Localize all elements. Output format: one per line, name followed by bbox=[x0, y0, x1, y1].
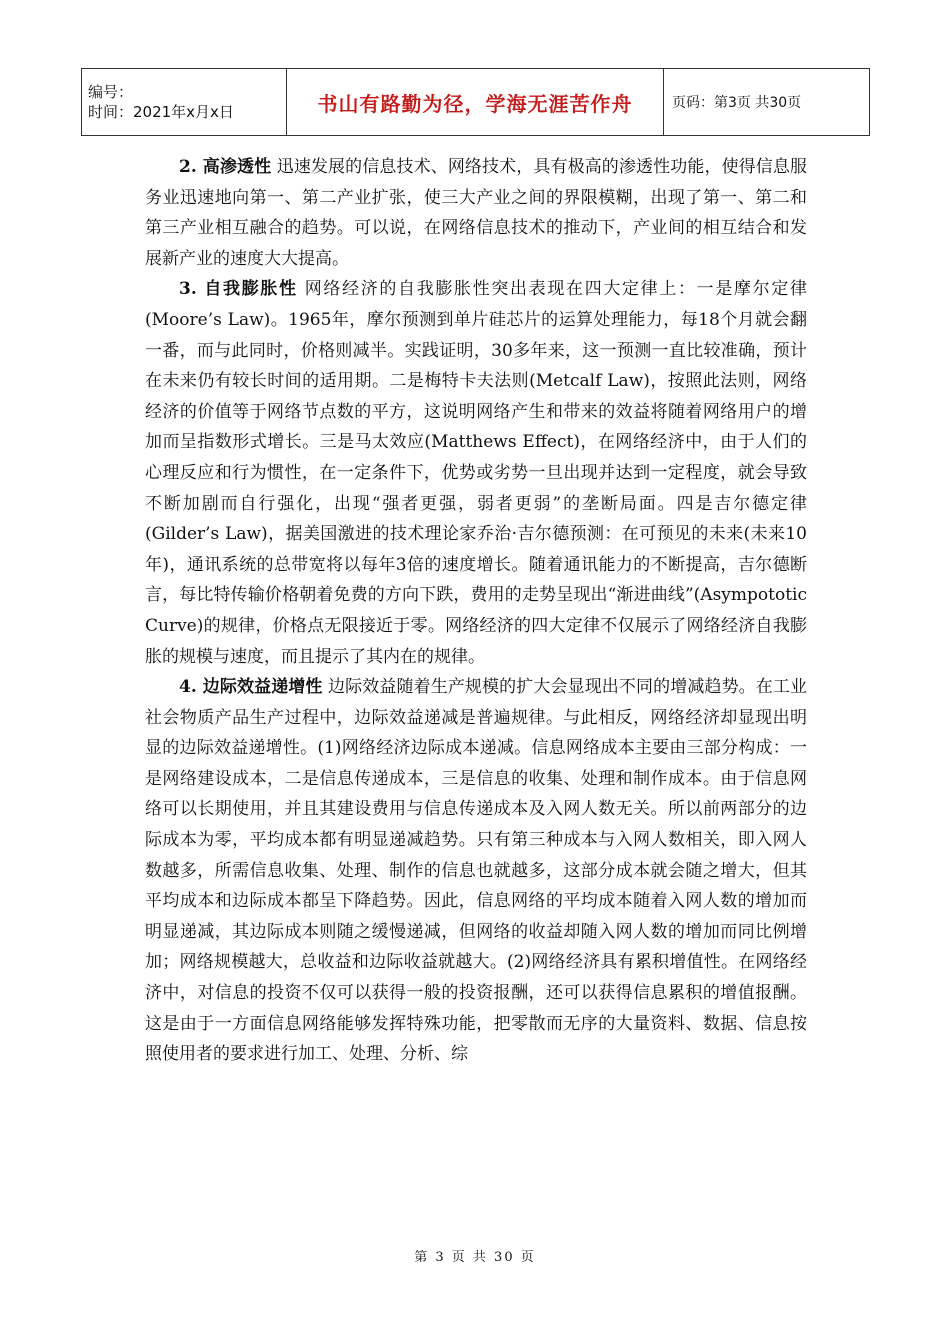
section-heading: 3. 自我膨胀性 bbox=[179, 279, 298, 300]
document-body bbox=[145, 152, 807, 1070]
paragraph-high-permeability bbox=[145, 152, 807, 274]
paragraph-marginal-returns bbox=[145, 672, 807, 1070]
section-text: 网络经济的自我膨胀性突出表现在四大定律上：一是摩尔定律(Moore’s Law)。1965年，摩尔预测到单片硅芯片的运算处理能力，每18个月就会翻一番，而与此同时，价格则减半。实践证明，30多年来，这一预测一直比较准确，预计在未来仍有较长时间的适用期。二是梅特卡夫法则(Metcalf Law)，按照此法则，网络经济的价值等于网络节点数的平方，这说明网络产生和带来的效益将随着网络用户的增加而呈指数形式增长。三是马太效应(Matthews Effect)，在网络经济中，由于人们的心理反应和行为惯性，在一定条件下，优势或劣势一旦出现并达到一定程度，就会导致不断加剧而自行强化，出现“强者更强，弱者更弱”的垄断局面。四是吉尔德定律(Gilder’s Law)，据美国激进的技术理论家乔治·吉尔德预测：在可预见的未来(未来10年)，通讯系统的总带宽将以每年3倍的速度增长。随着通讯能力的不断提高，吉尔德断言，每比特传输价格朝着免费的方向下跌，费用的走势呈现出“渐进曲线”(Asympototic Curve)的规律，价格点无限接近于零。网络经济的四大定律不仅展示了网络经济自我膨胀的规模与速度，而且提示了其内在的规律。 bbox=[145, 279, 807, 667]
header-meta bbox=[82, 69, 287, 136]
header-page-info: 页码：第3页 共30页 bbox=[664, 69, 870, 136]
page-header bbox=[81, 68, 870, 136]
section-heading: 4. 边际效益递增性 bbox=[179, 677, 323, 698]
document-number-label: 编号： bbox=[88, 83, 134, 101]
section-heading: 2. 高渗透性 bbox=[179, 157, 272, 177]
header-motto: 书山有路勤为径，学海无涯苦作舟 bbox=[287, 69, 664, 136]
page-footer: 第 3 页 共 30 页 bbox=[414, 1250, 536, 1265]
paragraph-self-expansion bbox=[145, 274, 807, 672]
section-text: 迅速发展的信息技术、网络技术，具有极高的渗透性功能，使得信息服务业迅速地向第一、第二产业扩张，使三大产业之间的界限模糊，出现了第一、第二和第三产业相互融合的趋势。可以说，在网络信息技术的推动下，产业间的相互结合和发展新产业的速度大大提高。 bbox=[145, 157, 807, 269]
document-time-label: 时间：2021年x月x日 bbox=[88, 103, 234, 121]
section-text: 边际效益随着生产规模的扩大会显现出不同的增减趋势。在工业社会物质产品生产过程中，边际效益递减是普遍规律。与此相反，网络经济却显现出明显的边际效益递增性。(1)网络经济边际成本递减。信息网络成本主要由三部分构成：一是网络建设成本，二是信息传递成本，三是信息的收集、处理和制作成本。由于信息网络可以长期使用，并且其建设费用与信息传递成本及入网人数无关。所以前两部分的边际成本为零，平均成本都有明显递减趋势。只有第三种成本与入网人数相关，即入网人数越多，所需信息收集、处理、制作的信息也就越多，这部分成本就会随之增大，但其平均成本和边际成本都呈下降趋势。因此，信息网络的平均成本随着入网人数的增加而明显递减，其边际成本则随之缓慢递减，但网络的收益却随入网人数的增加而同比例增加；网络规模越大，总收益和边际收益就越大。(2)网络经济具有累积增值性。在网络经济中，对信息的投资不仅可以获得一般的投资报酬，还可以获得信息累积的增值报酬。这是由于一方面信息网络能够发挥特殊功能，把零散而无序的大量资料、数据、信息按照使用者的要求进行加工、处理、分析、综 bbox=[145, 677, 807, 1065]
